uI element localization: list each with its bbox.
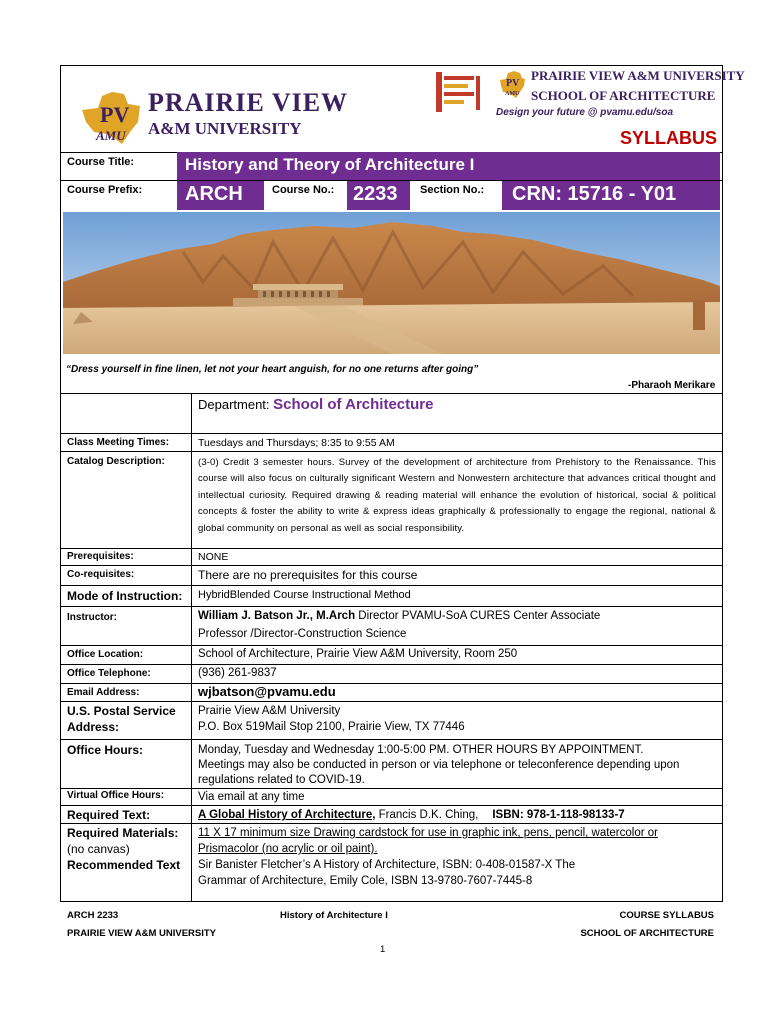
svg-text:AMU: AMU [96, 128, 126, 143]
catalog-description-label: Catalog Description: [67, 456, 165, 467]
divider [60, 548, 723, 549]
email-address-label: Email Address: [67, 687, 140, 698]
document-type-title: SYLLABUS [620, 128, 718, 148]
course-prefix-label: Course Prefix: [67, 184, 143, 196]
instructor-title-continued: Professor /Director-Construction Science [198, 628, 407, 640]
office-hours-line-3: regulations related to COVID-19. [198, 774, 365, 786]
instructor-name: William J. Batson Jr., M.Arch [198, 610, 356, 622]
instructor-title: Director PVAMU-SoA CURES Center Associate [355, 610, 601, 622]
email-address[interactable]: wjbatson@pvamu.edu [198, 684, 336, 699]
postal-address-label: U.S. Postal Service [67, 704, 176, 718]
required-text [198, 808, 625, 822]
divider [60, 739, 723, 740]
course-number-label: Course No.: [272, 184, 335, 196]
required-text-author: Francis D.K. Ching, [375, 809, 479, 821]
postal-address-line-1: Prairie View A&M University [198, 705, 341, 717]
divider [60, 645, 723, 646]
school-logo-tagline: Design your future @ pvamu.edu/soa [496, 107, 674, 118]
required-text-book: A Global History of Architecture, [198, 809, 376, 821]
department-label: Department: [198, 397, 270, 412]
divider [60, 433, 723, 434]
required-materials-note: (no canvas) [67, 842, 130, 856]
mode-of-instruction: HybridBlended Course Instructional Method [198, 589, 411, 601]
office-hours-line-2: Meetings may also be conducted in person or via telephone or teleconference depending upon [198, 759, 680, 771]
office-hours-label: Office Hours: [67, 743, 144, 757]
footer-school: SCHOOL OF ARCHITECTURE [580, 928, 714, 939]
course-prefix: ARCH [177, 181, 264, 210]
corequisites: There are no prerequisites for this course [198, 568, 418, 582]
divider [60, 788, 723, 789]
office-hours-line-1: Monday, Tuesday and Wednesday 1:00-5:00 PM. OTHER HOURS BY APPOINTMENT. [198, 744, 644, 756]
divider [60, 805, 723, 806]
required-materials-line-1: 11 X 17 minimum size Drawing cardstock for use in graphic ink, pens, pencil, watercolor or [198, 827, 658, 839]
svg-text:PV: PV [506, 78, 520, 89]
crn-section: CRN: 15716 - Y01 [502, 181, 720, 210]
school-logo-university: PRAIRIE VIEW A&M UNIVERSITY [531, 68, 745, 83]
meeting-times-label: Class Meeting Times: [67, 437, 170, 448]
divider [60, 565, 723, 566]
mode-of-instruction-label: Mode of Instruction: [67, 589, 183, 603]
meeting-times: Tuesdays and Thursdays; 8:35 to 9:55 AM [198, 437, 395, 449]
instructor-label: Instructor: [67, 612, 117, 623]
office-location-label: Office Location: [67, 649, 144, 660]
university-name: PRAIRIE VIEW [148, 88, 349, 117]
recommended-text-line-1: Sir Banister Fletcher’s A History of Architecture, ISBN: 0-408-01587-X The [198, 859, 576, 871]
svg-text:AMU: AMU [505, 91, 520, 97]
corequisites-label: Co-requisites: [67, 569, 135, 580]
virtual-office-hours-label: Virtual Office Hours: [67, 790, 165, 801]
divider [60, 823, 723, 824]
postal-address-line-2: P.O. Box 519Mail Stop 2100, Prairie View, TX 77446 [198, 721, 465, 733]
footer-university: PRAIRIE VIEW A&M UNIVERSITY [67, 928, 217, 939]
department [198, 396, 433, 413]
divider [60, 585, 723, 586]
divider [60, 451, 723, 452]
section-number-label: Section No.: [420, 184, 485, 196]
footer-course-code: ARCH 2233 [67, 910, 119, 921]
svg-text:PV: PV [100, 102, 130, 127]
office-telephone-label: Office Telephone: [67, 668, 151, 679]
course-title-label: Course Title: [67, 156, 135, 168]
pvamu-monogram-icon [78, 88, 148, 148]
school-building-icon [436, 72, 494, 112]
required-materials-label: Required Materials: [67, 826, 179, 840]
postal-address-label-2: Address: [67, 720, 120, 734]
course-title: History and Theory of Architecture I [185, 155, 475, 174]
course-number: 2233 [347, 181, 410, 210]
school-logo [436, 68, 745, 124]
university-subname: A&M UNIVERSITY [148, 119, 302, 138]
divider [60, 606, 723, 607]
department-value: School of Architecture [273, 396, 434, 413]
divider [60, 664, 723, 665]
page-number: 1 [380, 944, 386, 955]
office-location: School of Architecture, Prairie View A&M University, Room 250 [198, 648, 518, 660]
temple-panorama-image [63, 212, 720, 354]
course-title-bar [177, 152, 720, 180]
prerequisites: NONE [198, 551, 229, 563]
divider [60, 683, 723, 684]
virtual-office-hours: Via email at any time [198, 791, 305, 803]
required-text-isbn: ISBN: 978-1-118-98133-7 [492, 809, 625, 821]
required-text-label: Required Text: [67, 808, 151, 822]
divider [60, 393, 723, 394]
column-divider [191, 393, 192, 901]
instructor [198, 610, 600, 622]
school-logo-school: SCHOOL OF ARCHITECTURE [531, 88, 716, 103]
recommended-text-line-2: Grammar of Architecture, Emily Cole, ISBN 13-9780-7607-7445-8 [198, 875, 533, 887]
pvamu-small-monogram-icon [498, 70, 526, 100]
required-materials-line-2: Prismacolor (no acrylic or oil paint). [198, 843, 378, 855]
quote-author: -Pharaoh Merikare [628, 380, 716, 391]
recommended-text-label: Recommended Text [67, 858, 181, 872]
prerequisites-label: Prerequisites: [67, 551, 134, 562]
catalog-description: (3-0) Credit 3 semester hours. Survey of the development of architecture from Prehistory to the Renaissance. This course will also focus on culturally significant Western and Nonwestern architecture that advances critical thought and intellectual curiosity. Required drawing & reading material will enhance the evolution of historical, social & political concepts & foster the ability to write & express ideas graphically & professionally to engage the regional, national & global community on personal as well as social responsibility. [198, 457, 716, 534]
quote-text: “Dress yourself in fine linen, let not your heart anguish, for no one returns after going” [66, 364, 479, 375]
divider [60, 701, 723, 702]
office-telephone: (936) 261-9837 [198, 667, 277, 679]
footer-doc-type: COURSE SYLLABUS [619, 910, 714, 921]
footer-course-name: History of Architecture I [280, 910, 388, 921]
university-logo [78, 88, 349, 148]
